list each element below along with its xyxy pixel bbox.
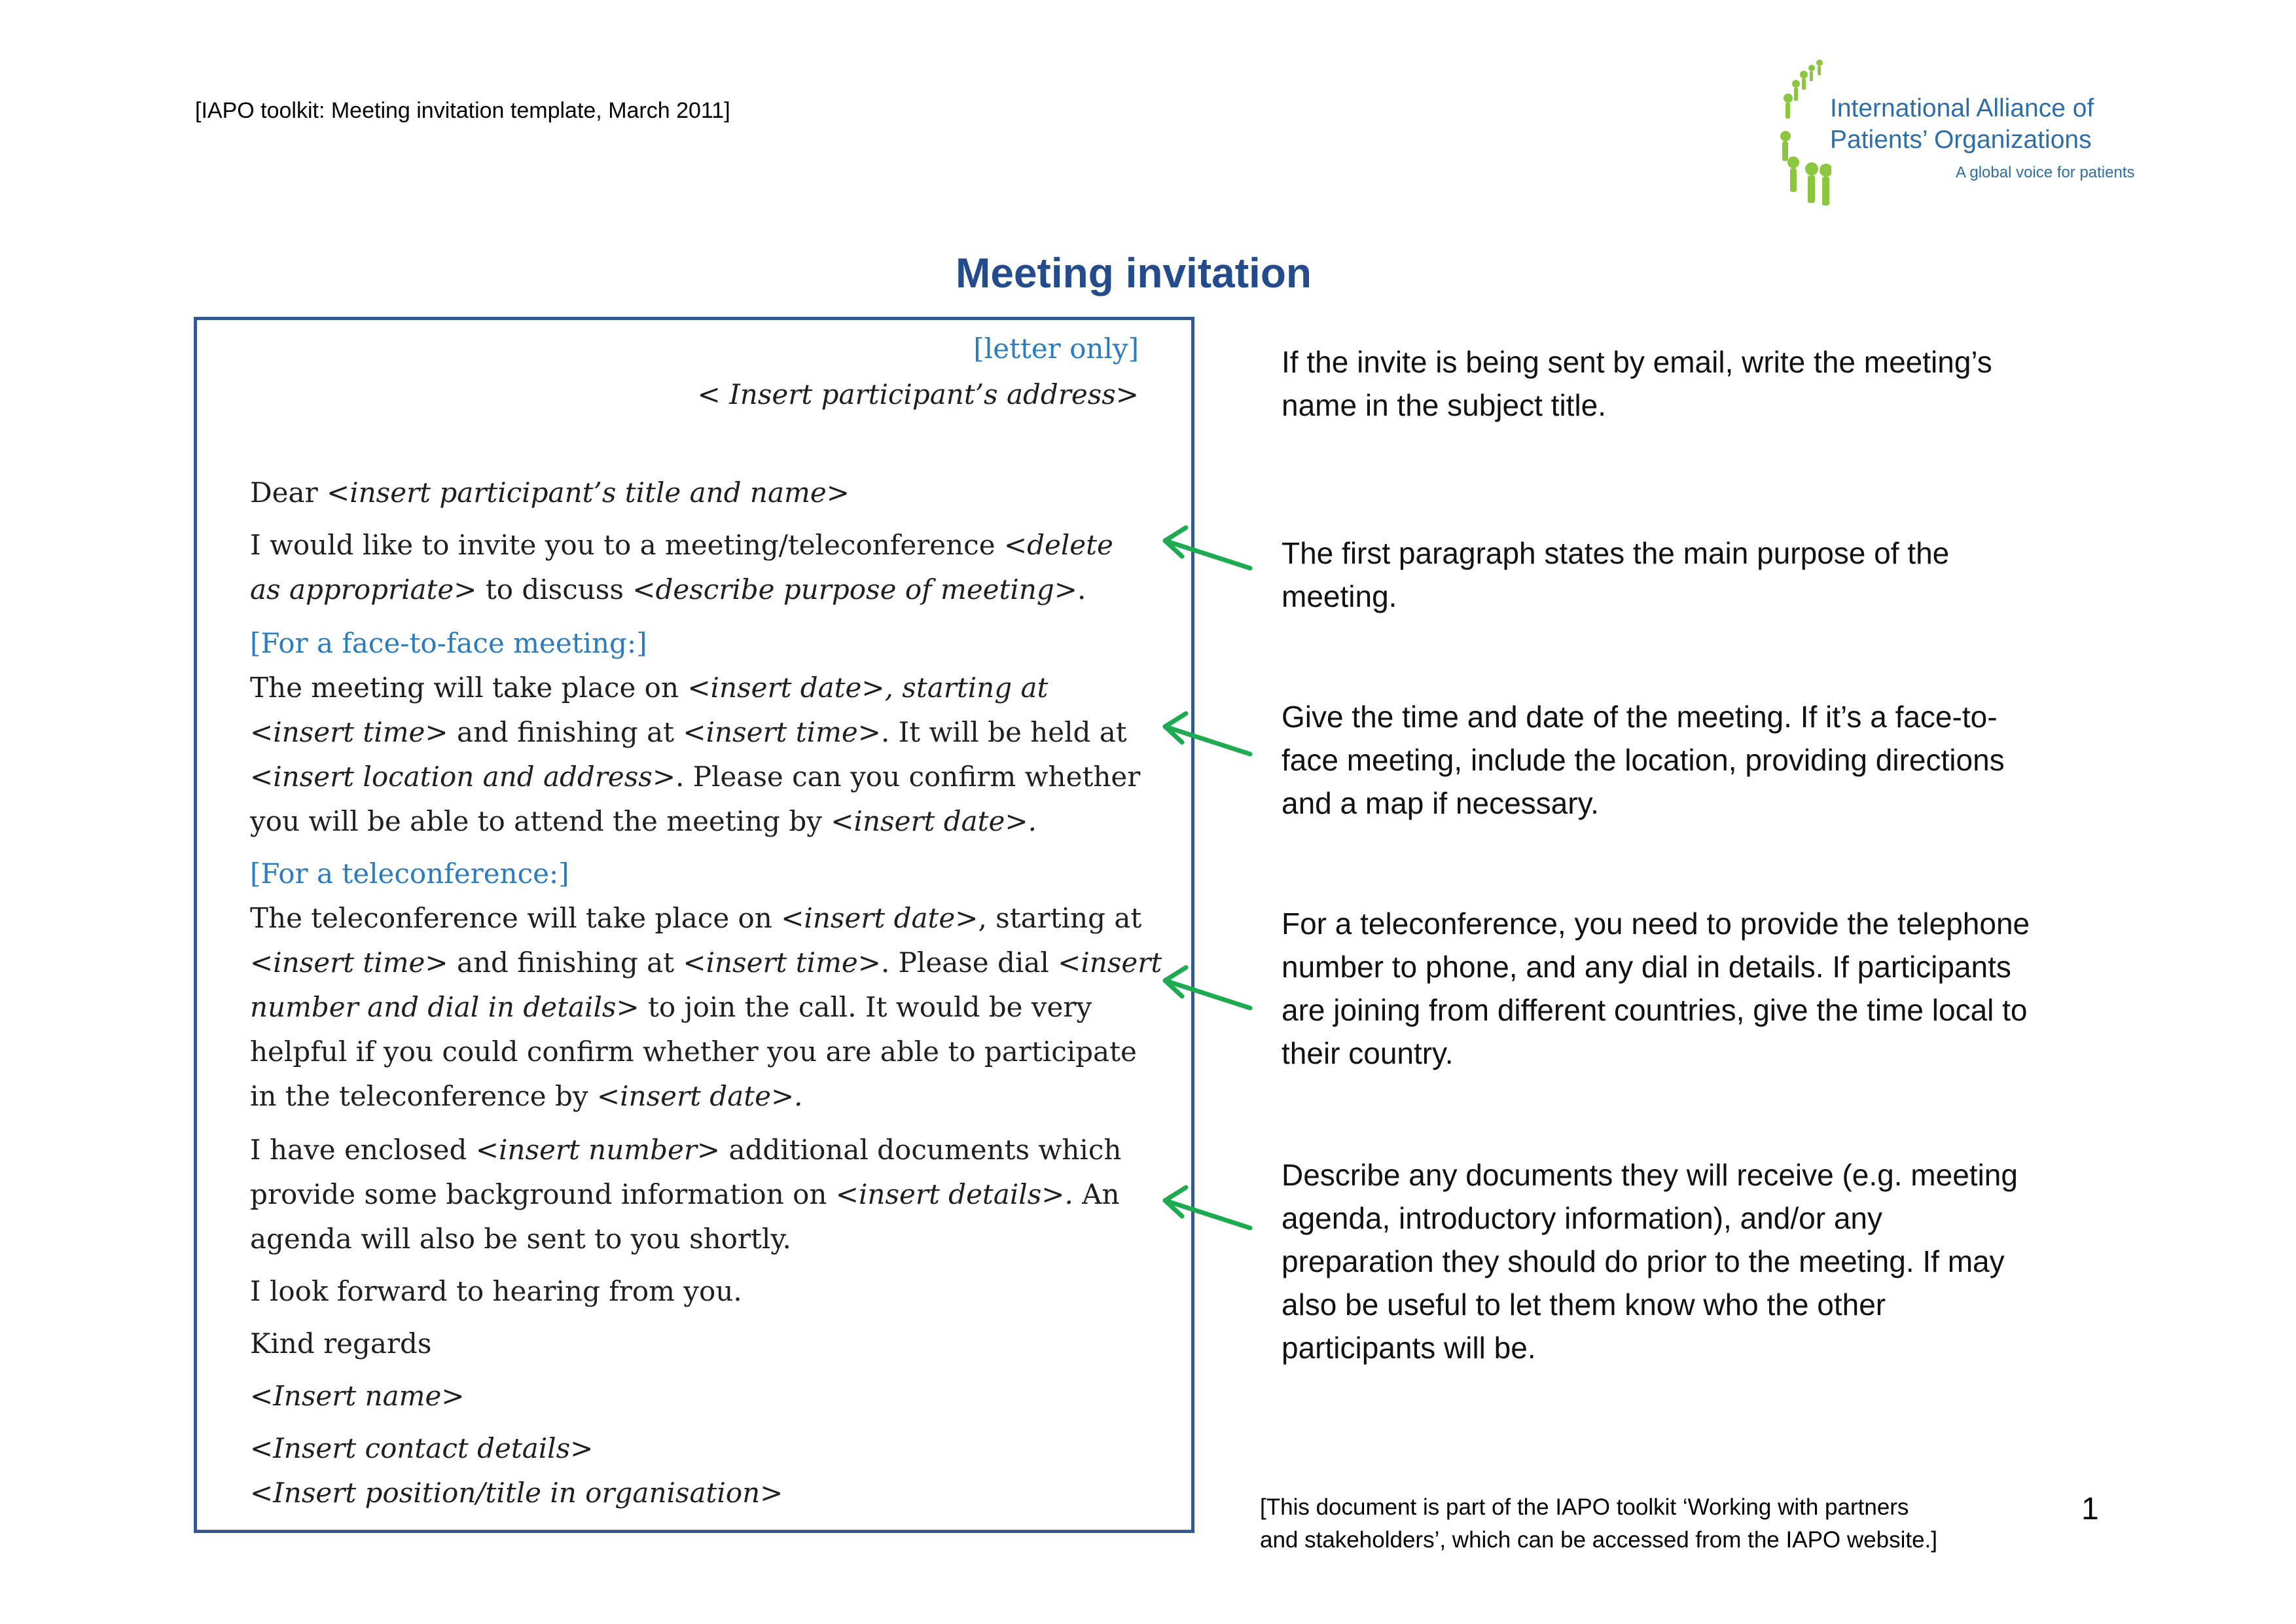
tele-line2: <insert time> and finishing at <insert time>. Please dial <insert <box>250 947 1162 979</box>
note-teleconference: For a teleconference, you need to provide the telephone number to phone, and any dial in details. If participants are joining from different countries, give the time local to their country. <box>1282 907 2030 1070</box>
tele-line4: helpful if you could confirm whether you are able to participate <box>250 1036 1137 1068</box>
header-note: [IAPO toolkit: Meeting invitation template, March 2011] <box>195 98 730 123</box>
signature-contact: <Insert contact details> <box>250 1432 594 1464</box>
tele-line3: number and dial in details> to join the call. It would be very <box>250 991 1092 1023</box>
closing-forward: I look forward to hearing from you. <box>250 1275 742 1307</box>
tele-heading: [For a teleconference:] <box>250 857 569 890</box>
face-line2: <insert time> and finishing at <insert time>. It will be held at <box>250 716 1127 748</box>
arrow-left-icon <box>1165 967 1250 1008</box>
docs-line1: I have enclosed <insert number> additional documents which <box>250 1134 1122 1166</box>
tele-line5: in the teleconference by <insert date>. <box>250 1080 803 1112</box>
letter-only-label: [letter only] <box>973 333 1139 365</box>
face-line3: <insert location and address>. Please can you confirm whether <box>250 761 1141 793</box>
page-number: 1 <box>2081 1492 2099 1526</box>
docs-line2: provide some background information on <insert details>. An <box>250 1178 1120 1210</box>
arrow-left-icon <box>1165 713 1250 754</box>
logo-line1: International Alliance of <box>1830 94 2094 122</box>
page-title: Meeting invitation <box>956 249 1312 297</box>
closing-regards: Kind regards <box>250 1327 432 1360</box>
letter-greeting: Dear <insert participant’s title and name> <box>250 477 850 509</box>
arrow-left-icon <box>1165 528 1250 568</box>
tele-line1: The teleconference will take place on <insert date>, starting at <box>250 902 1142 934</box>
face-line1: The meeting will take place on <insert date>, starting at <box>250 672 1049 704</box>
letter-address: < Insert participant’s address> <box>697 378 1139 410</box>
docs-line3: agenda will also be sent to you shortly. <box>250 1223 791 1255</box>
logo-tagline: A global voice for patients <box>1956 164 2135 181</box>
arrow-left-icon <box>1165 1187 1250 1228</box>
note-documents: Describe any documents they will receive (e.g. meeting agenda, introductory information), and/or any preparation they should do prior to the meeting. If may also be useful to let them know who the other participants will be. <box>1282 1158 2018 1365</box>
signature-position: <Insert position/title in organisation> <box>250 1477 783 1509</box>
face-line4: you will be able to attend the meeting by <insert date>. <box>250 805 1037 837</box>
note-first-paragraph: The first paragraph states the main purpose of the meeting. <box>1282 536 1950 613</box>
note-email-subject: If the invite is being sent by email, write the meeting’s name in the subject title. <box>1282 345 1992 422</box>
logo-line2: Patients’ Organizations <box>1830 126 2092 154</box>
footer-note: [This document is part of the IAPO toolkit ‘Working with partners and stakeholders’, which can be accessed from the IAPO website.] <box>1260 1494 1937 1553</box>
letter-p1-line1: I would like to invite you to a meeting/teleconference <delete <box>250 529 1113 561</box>
note-time-date: Give the time and date of the meeting. If it’s a face-to- face meeting, include the location, providing directions and a map if necessary. <box>1282 700 2005 820</box>
signature-name: <Insert name> <box>250 1380 465 1412</box>
face-heading: [For a face-to-face meeting:] <box>250 627 647 659</box>
letter-p1-line2: as appropriate> to discuss <describe purpose of meeting>. <box>250 573 1086 605</box>
